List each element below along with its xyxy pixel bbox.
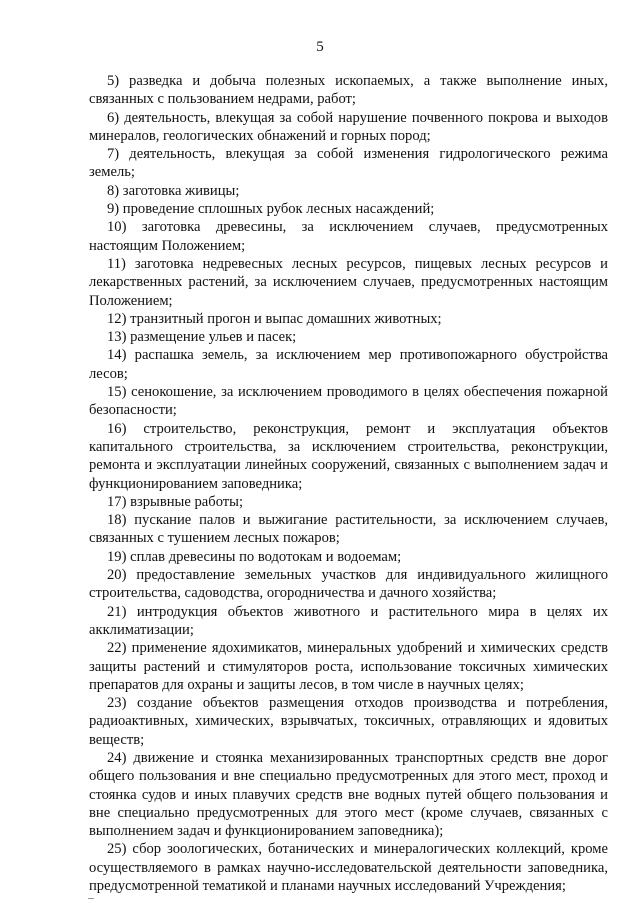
list-item: 12) транзитный прогон и выпас домашних животных; bbox=[107, 310, 442, 327]
scan-edge-mark bbox=[88, 898, 94, 899]
list-item: 8) заготовка живицы; bbox=[107, 182, 240, 199]
page-number: 5 bbox=[316, 39, 324, 55]
list-item: 16) строительство, реконструкция, ремонт и эксплуатация объектов капитального строительства, за исключением строительства, реконструкции, ремонта и эксплуатации линейных сооружений, связанных с выполнением задач и функционированием заповедника; bbox=[89, 420, 608, 492]
list-item: 7) деятельность, влекущая за собой изменения гидрологического режима земель; bbox=[89, 146, 608, 181]
list-item: 25) сбор зоологических, ботанических и минералогических коллекций, кроме осуществляемого в рамках научно-исследовательской деятельности заповедника, предусмотренной тематикой и планами научных исследований Учреждения; bbox=[89, 841, 608, 895]
list-item: 24) движение и стоянка механизированных транспортных средств вне дорог общего пользования и вне специально предусмотренных для этого мест, проход и стоянка судов и иных плавучих средств вне водных путей общего пользования и вне специально предусмотренных для этого мест (кроме случаев, связанных с выполнением задач и функционированием заповедника); bbox=[89, 749, 608, 840]
list-item: 10) заготовка древесины, за исключением случаев, предусмотренных настоящим Положением; bbox=[89, 219, 608, 254]
list-item: 13) размещение ульев и пасек; bbox=[107, 329, 297, 346]
list-item: 6) деятельность, влекущая за собой нарушение почвенного покрова и выходов минералов, геологических обнажений и горных пород; bbox=[89, 109, 608, 144]
list-item: 5) разведка и добыча полезных ископаемых, а также выполнение иных, связанных с пользованием недрами, работ; bbox=[89, 73, 608, 108]
list-item: 18) пускание палов и выжигание растительности, за исключением случаев, связанных с тушением лесных пожаров; bbox=[89, 512, 608, 547]
list-item: 21) интродукция объектов животного и растительного мира в целях их акклиматизации; bbox=[89, 603, 608, 638]
list-item: 23) создание объектов размещения отходов производства и потребления, радиоактивных, химических, взрывчатых, токсичных, отравляющих и ядовитых веществ; bbox=[89, 695, 608, 748]
list-item: 22) применение ядохимикатов, минеральных удобрений и химических средств защиты растений и стимуляторов роста, использование токсичных химических препаратов для охраны и защиты лесов, в том числе в научных целях; bbox=[89, 640, 608, 693]
list-item: 9) проведение сплошных рубок лесных насаждений; bbox=[107, 201, 435, 218]
list-item: 19) сплав древесины по водотокам и водоемам; bbox=[107, 548, 402, 565]
list-item: 11) заготовка недревесных лесных ресурсов, пищевых лесных ресурсов и лекарственных растений, за исключением случаев, предусмотренных настоящим Положением; bbox=[89, 255, 608, 309]
list-item: 17) взрывные работы; bbox=[107, 493, 244, 510]
list-item: 15) сенокошение, за исключением проводимого в целях обеспечения пожарной безопасности; bbox=[89, 384, 608, 419]
prohibited-activities-list bbox=[89, 72, 608, 895]
list-item: 14) распашка земель, за исключением мер противопожарного обустройства лесов; bbox=[89, 347, 608, 382]
list-item: 20) предоставление земельных участков для индивидуального жилищного строительства, садоводства, огородничества и дачного хозяйства; bbox=[89, 567, 608, 602]
